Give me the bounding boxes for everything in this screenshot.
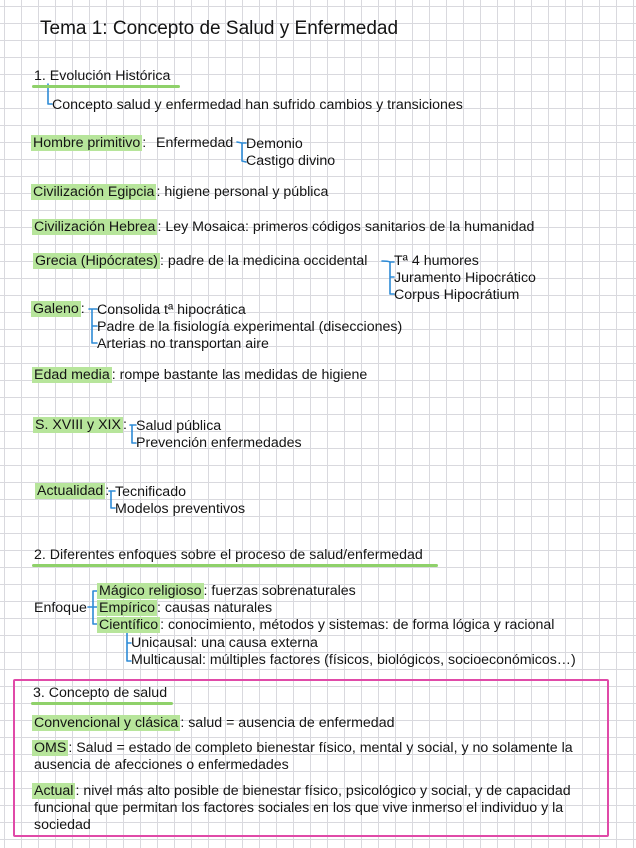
section-3-underline [31,702,173,705]
sxviii-row: S. XVIII y XIX : [35,417,127,433]
cientifico-sub-2: Multicausal: múltiples factores (físicos, biológicos, socioeconómicos…) [131,652,576,668]
hombre-item-2: Castigo divino [246,153,336,169]
grecia-item-2: Juramento Hipocrático [394,270,536,286]
cientifico-row: Científico : conocimiento, métodos y sistemas: de forma lógica y racional [99,617,555,633]
section-2-underline [32,564,438,567]
cientifico-label: Científico [99,617,159,633]
grecia-label: Grecia (Hipócrates) [35,253,158,269]
actualidad-item-1: Tecnificado [115,484,186,500]
edad-media-label: Edad media [34,367,110,383]
magico-row: Mágico religioso : fuerzas sobrenaturales [99,583,356,599]
section-3-heading: 3. Concepto de salud [33,685,168,701]
hebrea-label: Civilización Hebrea [34,219,156,235]
oms-paragraph: OMS : Salud = estado de completo bienestar físico, mental y social, y no solamente la ausencia de afecciones o enfermedades [34,740,573,773]
cientifico-sub-1: Unicausal: una causa externa [131,635,318,651]
bracket-hombre [237,142,246,162]
section-1-intro: Concepto salud y enfermedad han sufrido cambios y transiciones [52,97,463,113]
galeno-item-2: Padre de la fisiología experimental (disecciones) [97,319,403,335]
galeno-label: Galeno [33,301,79,317]
egipcia-row: Civilización Egipcia : higiene personal y pública [33,184,329,200]
egipcia-label: Civilización Egipcia [33,184,155,200]
hombre-primitivo-row: Hombre primitivo : [33,135,147,151]
section-1-underline [32,85,180,88]
grecia-row: Grecia (Hipócrates) : padre de la medicina occidental [35,253,368,269]
oms-label: OMS [34,740,67,756]
section-2-heading: 2. Diferentes enfoques sobre el proceso de salud/enfermedad [34,547,423,563]
actual-label: Actual [34,783,74,799]
galeno-item-1: Consolida tª hipocrática [97,302,246,318]
convencional-row: Convencional y clásica : salud = ausencia de enfermedad [34,715,395,731]
empirico-label: Empírico [99,600,155,616]
hebrea-row: Civilización Hebrea : Ley Mosaica: primeros códigos sanitarios de la humanidad [34,219,535,235]
grecia-item-1: Tª 4 humores [394,253,479,269]
sxviii-label: S. XVIII y XIX [35,417,121,433]
page-title: Tema 1: Concepto de Salud y Enfermedad [40,18,399,39]
enfermedad-text: Enfermedad [156,135,234,151]
actualidad-row: Actualidad : [37,483,110,499]
galeno-item-3: Arterias no transportan aire [97,336,269,352]
magico-label: Mágico religioso [99,583,202,599]
convencional-label: Convencional y clásica [34,715,179,731]
sxviii-item-1: Salud pública [136,418,222,434]
empirico-row: Empírico : causas naturales [99,600,273,616]
enfoque-label: Enfoque [34,600,87,616]
section-1-heading: 1. Evolución Histórica [34,68,171,84]
hombre-item-1: Demonio [246,136,303,152]
actualidad-label: Actualidad [37,483,104,499]
bracket-grecia [382,261,394,294]
grecia-item-3: Corpus Hipocrátium [394,287,520,303]
hombre-primitivo-label: Hombre primitivo [33,135,141,151]
actual-paragraph: Actual : nivel más alto posible de bienestar físico, psicológico y social, y de capacidad funcional que permitan los factores sociales en los que vive inmerso el individuo y la sociedad [34,783,571,833]
galeno-row: Galeno : [33,301,85,317]
bracket-galeno [89,309,97,343]
edad-media-row: Edad media : rompe bastante las medidas de higiene [34,367,368,383]
actualidad-item-2: Modelos preventivos [115,501,246,517]
sxviii-item-2: Prevención enfermedades [136,435,302,451]
